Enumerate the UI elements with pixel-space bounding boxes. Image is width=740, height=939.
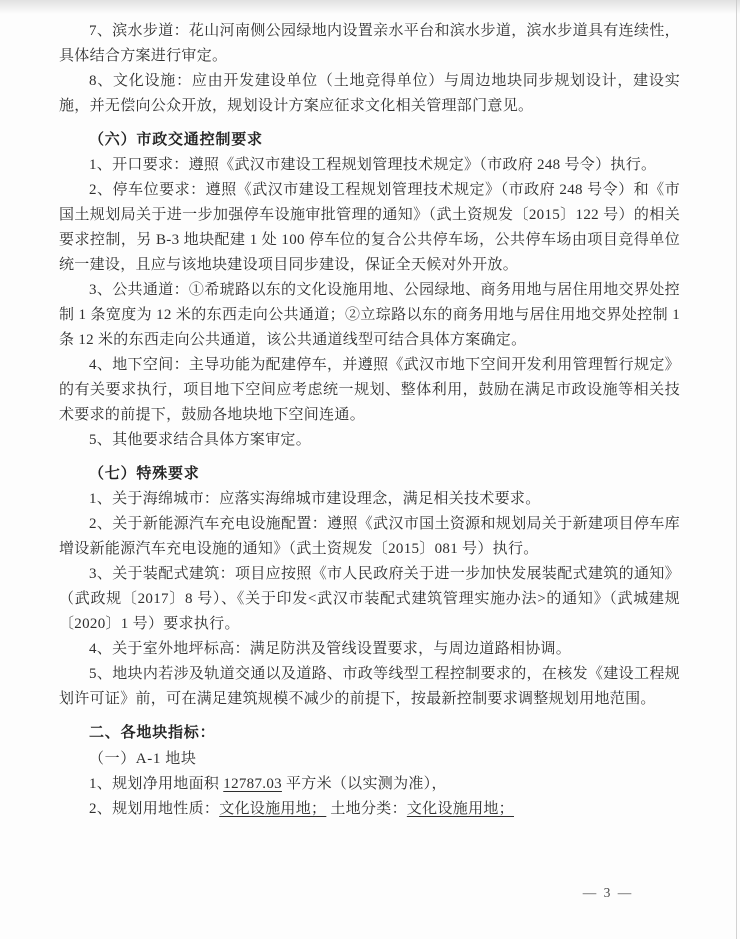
paragraph-text: 2、规划用地性质：	[89, 801, 220, 817]
section-heading	[59, 721, 680, 746]
paragraph-text: 3、关于装配式建筑：项目应按照《市人民政府关于进一步加快发展装配式建筑的通知》（武政规〔2017〕8 号）、《关于印发<武汉市装配式建筑管理实施办法>的通知》（武城建规〔2020〕1 号）要求执行。	[59, 566, 680, 632]
underlined-value: 文化设施用地；	[219, 801, 327, 817]
underlined-value: 文化设施用地；	[406, 801, 514, 817]
underlined-value: 12787.03	[223, 776, 282, 792]
document-paragraph	[59, 428, 680, 453]
paragraph-text: （六）市政交通控制要求	[89, 132, 263, 148]
document-body	[59, 19, 680, 822]
document-paragraph	[59, 797, 680, 822]
section-heading	[59, 128, 680, 153]
document-paragraph	[59, 772, 680, 797]
paragraph-text: 平方米（以实测为准），	[281, 776, 447, 792]
paragraph-text: （七）特殊要求	[89, 466, 200, 482]
document-paragraph	[59, 19, 680, 69]
page-number: — 3 —	[582, 885, 634, 900]
document-paragraph	[59, 153, 680, 178]
document-paragraph	[59, 278, 680, 353]
section-heading	[59, 462, 680, 487]
paragraph-text: 7、滨水步道：花山河南侧公园绿地内设置亲水平台和滨水步道，滨水步道具有连续性，具体结合方案进行审定。	[59, 23, 680, 64]
paragraph-text: 4、关于室外地坪标高：满足防洪及管线设置要求，与周边道路相协调。	[89, 641, 572, 657]
document-paragraph	[59, 69, 680, 119]
paragraph-text: 二、各地块指标：	[89, 725, 216, 741]
paragraph-text: 1、规划净用地面积	[89, 776, 224, 792]
document-paragraph	[59, 178, 680, 278]
scan-edge-line	[736, 0, 737, 939]
document-paragraph	[59, 562, 680, 637]
document-paragraph	[59, 487, 680, 512]
paragraph-text: 1、开口要求：遵照《武汉市建设工程规划管理技术规定》（市政府 248 号令）执行。	[89, 157, 657, 173]
sub-heading	[59, 747, 680, 772]
document-paragraph	[59, 512, 680, 562]
document-paragraph	[59, 637, 680, 662]
paragraph-text: 8、文化设施：应由开发建设单位（土地竞得单位）与周边地块同步规划设计，建设实施，并无偿向公众开放，规划设计方案应征求文化相关管理部门意见。	[59, 73, 680, 114]
paragraph-text: 1、关于海绵城市：应落实海绵城市建设理念，满足相关技术要求。	[89, 491, 541, 507]
paragraph-text: （一）A-1 地块	[89, 751, 197, 767]
document-paragraph	[59, 353, 680, 428]
paragraph-text: 4、地下空间：主导功能为配建停车，并遵照《武汉市地下空间开发利用管理暂行规定》的有关要求执行，项目地下空间应考虑统一规划、整体利用，鼓励在满足市政设施等相关技术要求的前提下，鼓励各地块地下空间连通。	[59, 357, 680, 423]
paragraph-text: 2、关于新能源汽车充电设施配置：遵照《武汉市国土资源和规划局关于新建项目停车库增设新能源汽车充电设施的通知》（武土资规发〔2015〕081 号）执行。	[59, 516, 680, 557]
paragraph-text: 5、其他要求结合具体方案审定。	[89, 432, 312, 448]
document-paragraph	[59, 662, 680, 712]
paragraph-text: 土地分类：	[326, 801, 407, 817]
paragraph-text: 2、停车位要求：遵照《武汉市建设工程规划管理技术规定》（市政府 248 号令）和《市国土规划局关于进一步加强停车设施审批管理的通知》（武土资规发〔2015〕122 号）的相关要求控制，另 B-3 地块配建 1 处 100 停车位的复合公共停车场，公共停车场由项目竞得单位统一建设，且应与该地块建设项目同步建设，保证全天候对外开放。	[59, 182, 680, 273]
paragraph-text: 5、地块内若涉及轨道交通以及道路、市政等线型工程控制要求的，在核发《建设工程规划许可证》前，可在满足建筑规模不减少的前提下，按最新控制要求调整规划用地范围。	[59, 666, 680, 707]
paragraph-text: 3、公共通道：①希琥路以东的文化设施用地、公园绿地、商务用地与居住用地交界处控制 1 条宽度为 12 米的东西走向公共通道；②立琮路以东的商务用地与居住用地交界处控制 1 条 12 米的东西走向公共通道，该公共通道线型可结合具体方案确定。	[59, 282, 680, 348]
